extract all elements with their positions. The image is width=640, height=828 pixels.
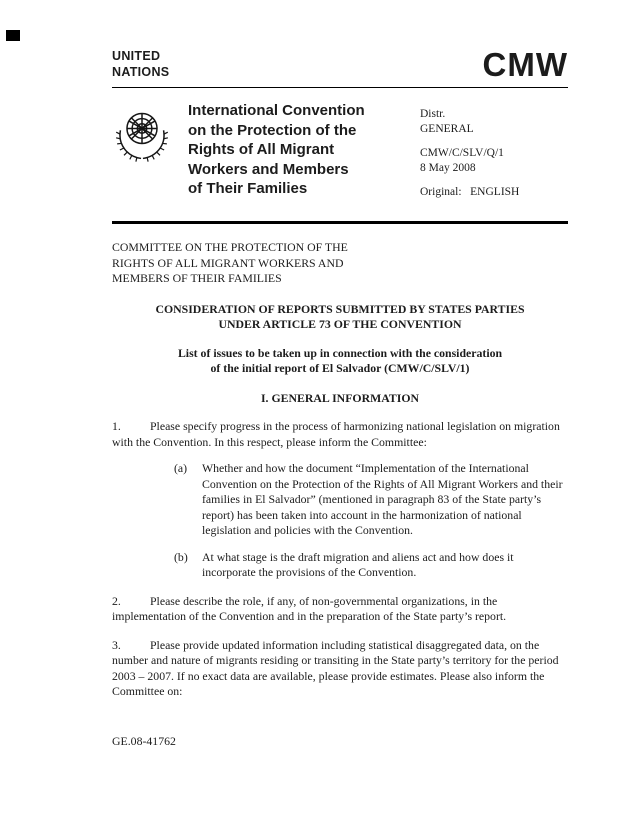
committee-line: RIGHTS OF ALL MIGRANT WORKERS AND bbox=[112, 255, 344, 270]
section-heading: I. GENERAL INFORMATION bbox=[260, 390, 420, 405]
list-of-issues-line: of the initial report of El Salvador (CMW/C/SLV/1) bbox=[210, 361, 470, 375]
paragraph-text: Please provide updated information including statistical disaggregated data, on the number and nature of migrants residing or transiting in the State party’s territory for the period 2003 – 2007. If no exact data are available, please provide estimates. Please also inform the Committee on: bbox=[112, 637, 559, 698]
convention-title-line: Workers and Members bbox=[188, 160, 349, 178]
distribution-block bbox=[420, 101, 568, 209]
header-divider bbox=[112, 87, 568, 88]
list-of-issues-heading bbox=[112, 346, 568, 377]
paragraph-number: 1. bbox=[112, 419, 121, 433]
subparagraph-b bbox=[174, 550, 568, 581]
masthead bbox=[112, 101, 568, 209]
distr-label: Distr. bbox=[420, 108, 446, 120]
subparagraph-text: At what stage is the draft migration and aliens act and how does it incorporate the provisions of the Convention. bbox=[202, 549, 514, 579]
report-heading-line: UNDER ARTICLE 73 OF THE CONVENTION bbox=[218, 317, 462, 331]
convention-title-line: of Their Families bbox=[188, 180, 308, 197]
committee-name bbox=[112, 240, 568, 287]
paragraph-text: Please describe the role, if any, of non-governmental organizations, in the implementation of the Convention and in the preparation of the State party’s report. bbox=[112, 593, 507, 623]
paragraph-3 bbox=[112, 638, 568, 700]
doc-symbol-large: CMW bbox=[482, 46, 568, 83]
paragraph-text: Please specify progress in the process of harmonizing national legislation on migration with the Convention. In this respect, please inform the Committee: bbox=[112, 419, 560, 449]
doc-number: CMW/C/SLV/Q/1 bbox=[420, 147, 504, 159]
org-name-line2: NATIONS bbox=[112, 65, 170, 79]
subparagraph-text: Whether and how the document “Implementation of the International Convention on the Protection of the Rights of All Migrant Workers and their families in El Salvador” (mentioned in paragraph 83 of the State party’s report) has been taken into account in the harmonization of national legislation and policies with the Convention. bbox=[202, 461, 563, 537]
subparagraph-label: (a) bbox=[174, 461, 188, 475]
org-name-line1: UNITED bbox=[112, 49, 161, 63]
org-name bbox=[112, 48, 169, 80]
subparagraph-label: (b) bbox=[174, 549, 188, 564]
paragraph-number: 2. bbox=[112, 593, 121, 608]
doc-date: 8 May 2008 bbox=[420, 162, 476, 174]
un-emblem-icon bbox=[112, 105, 172, 170]
report-heading bbox=[112, 302, 568, 333]
committee-line: COMMITTEE ON THE PROTECTION OF THE bbox=[112, 240, 348, 254]
original-label: Original: bbox=[420, 186, 462, 198]
convention-title-line: Rights of All Migrant bbox=[188, 141, 335, 158]
original-value: ENGLISH bbox=[470, 186, 520, 198]
report-heading-line: CONSIDERATION OF REPORTS SUBMITTED BY STATES PARTIES bbox=[155, 301, 525, 316]
convention-title-line: International Convention bbox=[188, 102, 365, 119]
paragraph-2 bbox=[112, 594, 568, 625]
committee-line: MEMBERS OF THEIR FAMILIES bbox=[112, 271, 282, 285]
masthead-divider bbox=[112, 221, 568, 224]
document-header bbox=[112, 46, 568, 83]
paragraph-1 bbox=[112, 419, 568, 450]
subparagraph-a bbox=[174, 461, 568, 539]
distr-value: GENERAL bbox=[420, 123, 474, 135]
convention-title-line: on the Protection of the bbox=[188, 121, 357, 139]
paragraph-number: 3. bbox=[112, 637, 121, 652]
document-reference: GE.08-41762 bbox=[112, 734, 176, 748]
scan-artifact-mark bbox=[6, 30, 20, 41]
convention-title bbox=[188, 101, 400, 199]
list-of-issues-line: List of issues to be taken up in connection with the consideration bbox=[177, 345, 503, 360]
document-body bbox=[112, 240, 568, 700]
